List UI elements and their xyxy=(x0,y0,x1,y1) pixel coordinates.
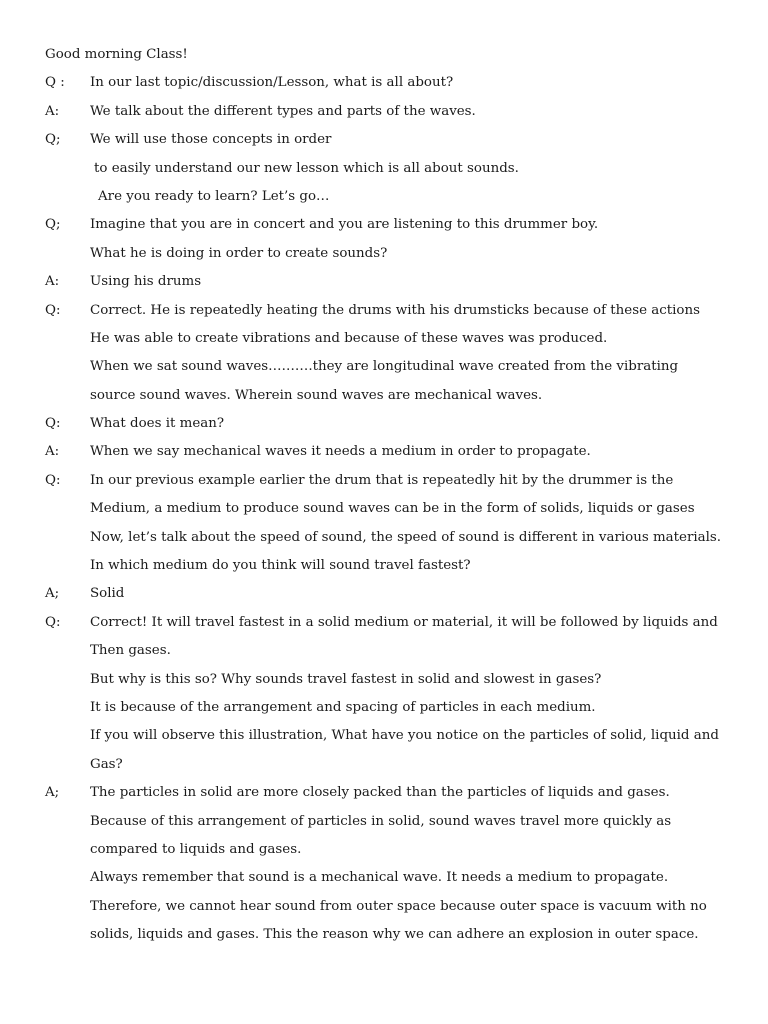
dialogue-line xyxy=(45,410,735,438)
dialogue-line xyxy=(45,353,735,381)
dialogue-line xyxy=(45,98,735,126)
dialogue-line xyxy=(45,155,735,183)
greeting-text: Good morning Class! xyxy=(45,47,188,62)
dialogue-line xyxy=(45,183,735,211)
dialogue-line xyxy=(45,325,735,353)
dialogue-text: Correct! It will travel fastest in a solid medium or material, it will be followed by liquids and xyxy=(90,614,718,630)
dialogue-text: When we sat sound waves……….they are longitudinal wave created from the vibrating xyxy=(90,359,679,375)
dialogue-line xyxy=(45,41,735,69)
dialogue-text: Therefore, we cannot hear sound from outer space because outer space is vacuum with no xyxy=(90,898,707,914)
dialogue-line xyxy=(45,580,735,608)
dialogue-line xyxy=(45,297,735,325)
speaker-label: A; xyxy=(45,785,60,801)
dialogue-text: Using his drums xyxy=(90,274,202,290)
dialogue-text: We will use those concepts in order xyxy=(90,132,332,148)
dialogue-text: to easily understand our new lesson which is all about sounds. xyxy=(94,160,519,176)
speaker-label: Q; xyxy=(45,132,61,148)
dialogue-text: He was able to create vibrations and because of these waves was produced. xyxy=(90,330,608,346)
dialogue-line xyxy=(45,268,735,296)
dialogue-text: In which medium do you think will sound travel fastest? xyxy=(90,558,471,574)
dialogue-line xyxy=(45,779,735,807)
dialogue-text: Medium, a medium to produce sound waves can be in the form of solids, liquids or gases xyxy=(90,501,695,517)
dialogue-line xyxy=(45,126,735,154)
dialogue-text: In our last topic/discussion/Lesson, what is all about? xyxy=(90,75,454,91)
dialogue-text: Correct. He is repeatedly heating the drums with his drumsticks because of these actions xyxy=(90,302,700,318)
speaker-label: A: xyxy=(45,103,60,119)
speaker-label: Q; xyxy=(45,217,61,233)
speaker-label: Q: xyxy=(45,416,61,432)
dialogue-line xyxy=(45,69,735,97)
speaker-label: Q : xyxy=(45,75,65,91)
dialogue-line xyxy=(45,524,735,552)
dialogue-line xyxy=(45,240,735,268)
dialogue-line xyxy=(45,864,735,892)
dialogue-text: Now, let’s talk about the speed of sound, the speed of sound is different in various materials. xyxy=(90,529,722,545)
dialogue-line xyxy=(45,495,735,523)
speaker-label: Q: xyxy=(45,302,61,318)
dialogue-line xyxy=(45,751,735,779)
dialogue-line xyxy=(45,722,735,750)
dialogue-text: Because of this arrangement of particles in solid, sound waves travel more quickly as xyxy=(90,813,672,829)
dialogue-line xyxy=(45,467,735,495)
dialogue-line xyxy=(45,893,735,921)
speaker-label: Q: xyxy=(45,472,61,488)
lesson-dialogue xyxy=(45,41,735,950)
dialogue-text: It is because of the arrangement and spacing of particles in each medium. xyxy=(90,699,596,715)
dialogue-line xyxy=(45,921,735,949)
dialogue-text: What he is doing in order to create sounds? xyxy=(90,245,388,261)
dialogue-line xyxy=(45,382,735,410)
dialogue-text: Solid xyxy=(90,586,125,602)
dialogue-text: Are you ready to learn? Let’s go… xyxy=(98,188,330,204)
dialogue-line xyxy=(45,552,735,580)
dialogue-text: What does it mean? xyxy=(90,416,225,432)
dialogue-line xyxy=(45,836,735,864)
dialogue-text: The particles in solid are more closely packed than the particles of liquids and gases. xyxy=(90,785,670,801)
dialogue-text: Then gases. xyxy=(90,643,171,659)
speaker-label: A; xyxy=(45,586,60,602)
dialogue-line xyxy=(45,211,735,239)
dialogue-text: Always remember that sound is a mechanical wave. It needs a medium to propagate. xyxy=(90,870,669,886)
dialogue-line xyxy=(45,609,735,637)
speaker-label: A: xyxy=(45,444,60,460)
speaker-label: A: xyxy=(45,274,60,290)
dialogue-line xyxy=(45,637,735,665)
dialogue-text: When we say mechanical waves it needs a medium in order to propagate. xyxy=(90,444,591,460)
dialogue-text: We talk about the different types and parts of the waves. xyxy=(90,103,476,119)
dialogue-text: But why is this so? Why sounds travel fastest in solid and slowest in gases? xyxy=(90,671,602,687)
dialogue-text: If you will observe this illustration, What have you notice on the particles of solid, liquid and xyxy=(90,728,719,744)
dialogue-text: compared to liquids and gases. xyxy=(90,841,302,857)
dialogue-text: In our previous example earlier the drum that is repeatedly hit by the drummer is the xyxy=(90,472,674,488)
dialogue-line xyxy=(45,808,735,836)
dialogue-text: Gas? xyxy=(90,756,123,772)
dialogue-text: source sound waves. Wherein sound waves are mechanical waves. xyxy=(90,387,543,403)
dialogue-text: solids, liquids and gases. This the reason why we can adhere an explosion in outer space. xyxy=(90,927,699,943)
dialogue-line xyxy=(45,438,735,466)
dialogue-text: Imagine that you are in concert and you are listening to this drummer boy. xyxy=(90,217,599,233)
dialogue-line xyxy=(45,666,735,694)
dialogue-line xyxy=(45,694,735,722)
speaker-label: Q: xyxy=(45,614,61,630)
